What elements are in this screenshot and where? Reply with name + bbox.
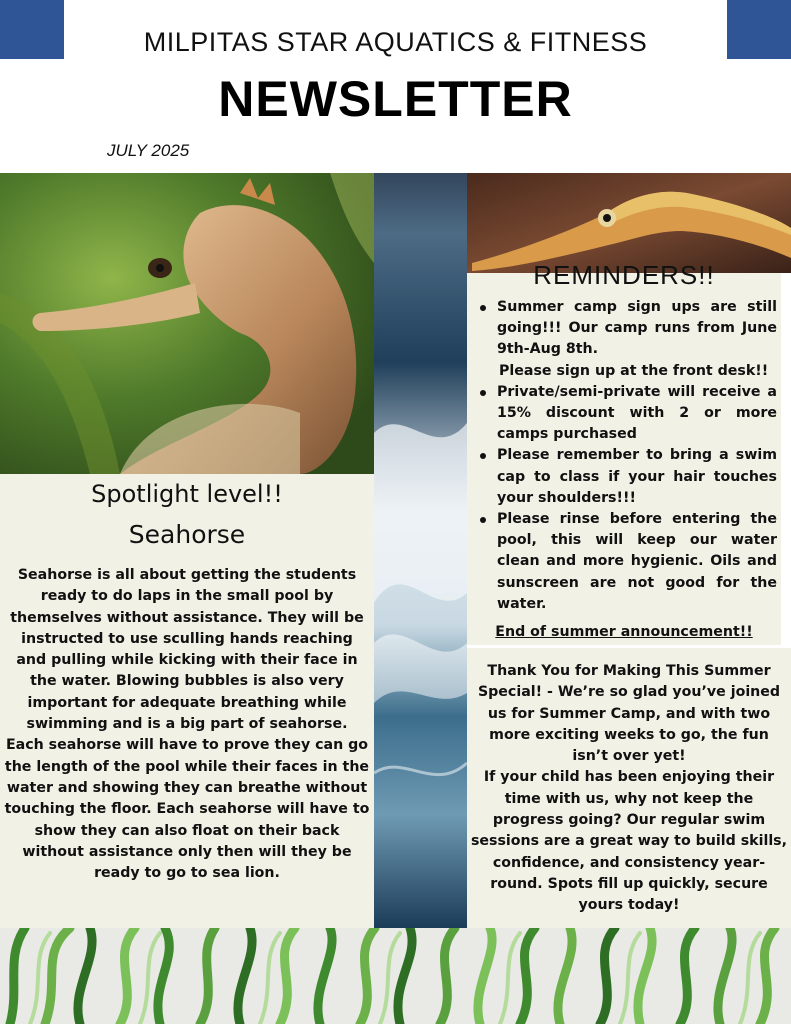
seagrass-border (0, 928, 791, 1024)
spotlight-paragraph: Seahorse is all about getting the students ready to do laps in the small pool by themselves without assistance. They will be instructed to use sculling hands reaching and pulling while kicking with their face in the water. Blowing bubbles is also very important for adequate breathing while swimming and is a big part of seahorse. (10, 567, 364, 733)
pipefish-photo (467, 173, 791, 273)
spotlight-heading: Spotlight level!! (91, 480, 283, 508)
newsletter-title: NEWSLETTER (218, 71, 573, 127)
announcement-body (470, 661, 788, 917)
announcement-paragraph: Thank You for Making This Summer Special! - We’re so glad you’ve joined us for Summer Camp, and with two more exciting weeks to go, the fun isn’t over yet! (477, 663, 781, 765)
spotlight-paragraph: Each seahorse will have to prove they can go the length of the pool while their faces in the water and showing they can breathe without touching the floor. Each seahorse will have to show they can also float on their back without assistance only then will they be ready to go to sea lion. (4, 737, 370, 882)
spotlight-description (4, 565, 370, 884)
list-item: Please remember to bring a swim cap to class if your hair touches your shoulders!!! (475, 445, 777, 509)
list-item: Please rinse before entering the pool, this will keep our water clean and more hygienic. Oils and sunscreen are not good for the water. (475, 509, 777, 615)
announcement-paragraph: If your child has been enjoying their time with us, why not keep the progress going? Our regular swim sessions are a great way to build skills, confidence, and consistency year-round. Spots fill up quickly, secure yours today! (470, 769, 788, 914)
organization-name: MILPITAS STAR AQUATICS & FITNESS (143, 27, 648, 57)
list-item: Please sign up at the front desk!! (499, 362, 769, 379)
ocean-wave-photo (374, 173, 467, 928)
issue-date: JULY 2025 (107, 141, 190, 160)
seahorse-photo (0, 173, 374, 474)
spotlight-level: Seahorse (128, 520, 246, 549)
reminders-heading: REMINDERS!! (533, 264, 715, 288)
reminders-list (475, 297, 777, 615)
list-item: Summer camp sign ups are still going!!! Our camp runs from June 9th-Aug 8th. (475, 297, 777, 361)
list-item: Private/semi-private will receive a 15% discount with 2 or more camps purchased (475, 382, 777, 446)
announcement-heading: End of summer announcement!! (495, 624, 753, 640)
